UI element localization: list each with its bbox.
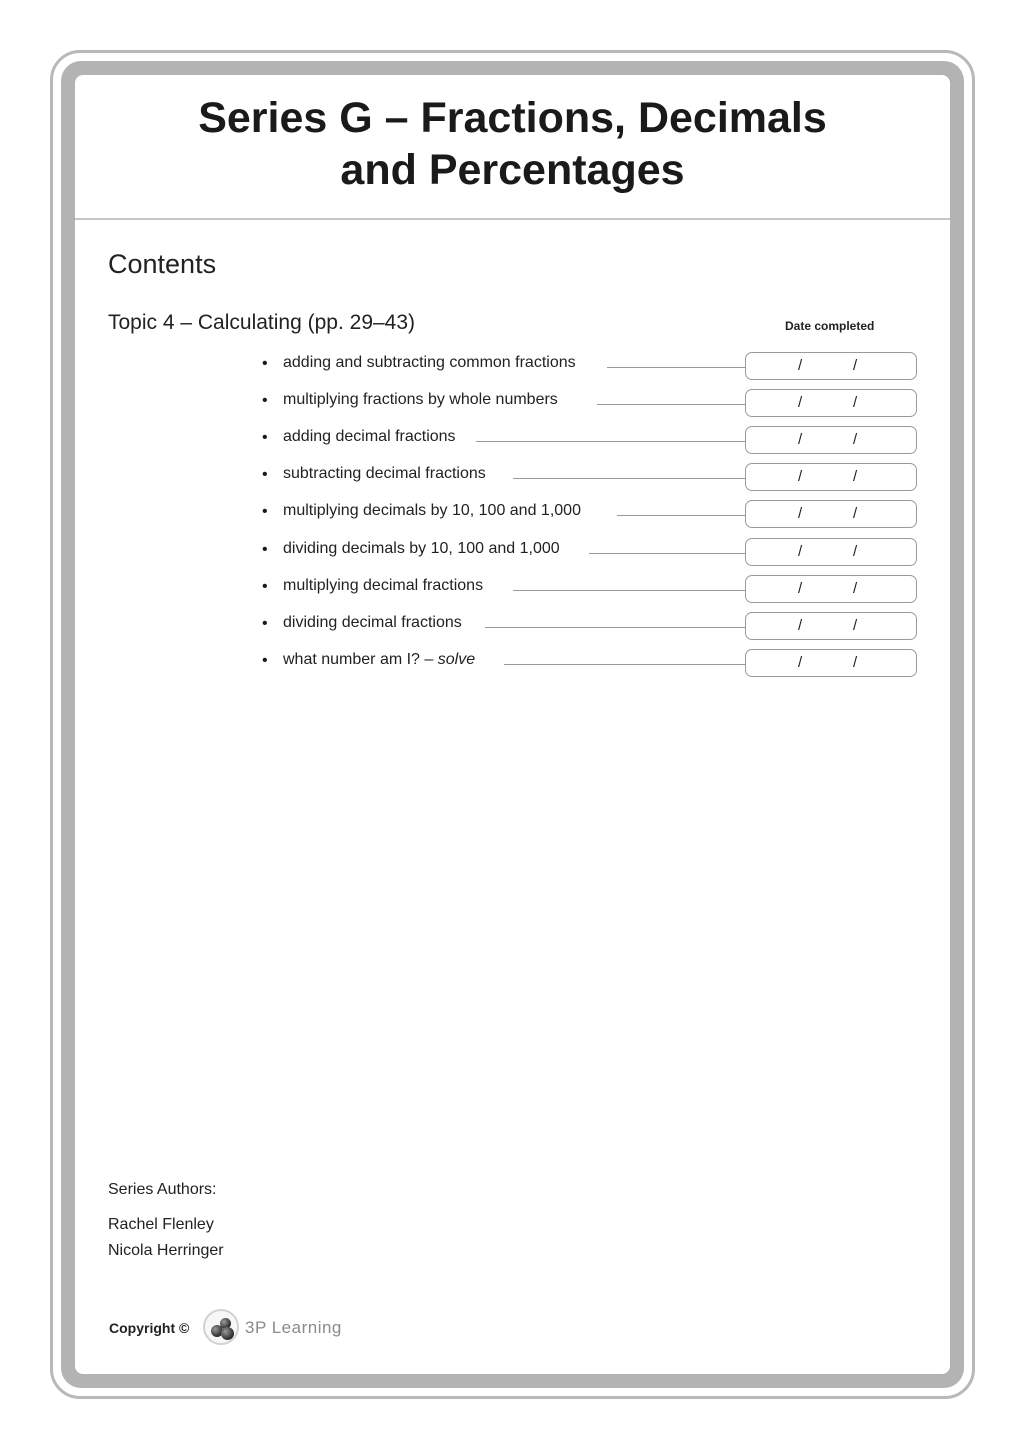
author-name: Rachel Flenley: [108, 1216, 214, 1233]
author-name: Nicola Herringer: [108, 1242, 224, 1259]
item-label: multiplying fractions by whole numbers: [283, 391, 558, 408]
date-completed-field[interactable]: / /: [745, 649, 917, 677]
date-completed-heading: Date completed: [785, 319, 875, 333]
contents-item: [262, 352, 922, 382]
item-label: adding and subtracting common fractions: [283, 354, 576, 371]
leader-line: [607, 367, 745, 368]
item-label: dividing decimal fractions: [283, 614, 462, 631]
item-label: adding decimal fractions: [283, 428, 456, 445]
page-title: [75, 92, 950, 196]
bullet: •: [262, 652, 268, 669]
copyright-text: Copyright ©: [109, 1320, 190, 1336]
item-label: multiplying decimals by 10, 100 and 1,000: [283, 502, 581, 519]
contents-item: [262, 500, 922, 530]
bullet: •: [262, 578, 268, 595]
leader-line: [617, 515, 745, 516]
item-label: dividing decimals by 10, 100 and 1,000: [283, 540, 560, 557]
3p-learning-logo-icon: [203, 1309, 239, 1345]
page-title-line-1: Series G – Fractions, Decimals: [198, 94, 827, 142]
title-divider: [75, 218, 950, 220]
contents-item: [262, 612, 922, 642]
bullet: •: [262, 355, 268, 372]
date-completed-field[interactable]: / /: [745, 538, 917, 566]
contents-item: [262, 463, 922, 493]
leader-line: [589, 553, 745, 554]
authors-label: Series Authors:: [108, 1181, 217, 1198]
page-title-line-2: and Percentages: [340, 146, 685, 194]
date-completed-field[interactable]: / /: [745, 463, 917, 491]
date-completed-field[interactable]: / /: [745, 426, 917, 454]
contents-heading: Contents: [108, 249, 217, 279]
bullet: •: [262, 466, 268, 483]
leader-line: [597, 404, 745, 405]
date-completed-field[interactable]: / /: [745, 500, 917, 528]
leader-line: [485, 627, 745, 628]
bullet: •: [262, 503, 268, 520]
contents-item: [262, 575, 922, 605]
item-label: multiplying decimal fractions: [283, 577, 484, 594]
leader-line: [513, 590, 745, 591]
contents-item: [262, 389, 922, 419]
item-label: what number am I? – solve: [283, 651, 476, 668]
contents-item: [262, 649, 922, 679]
bullet: •: [262, 392, 268, 409]
date-completed-field[interactable]: / /: [745, 575, 917, 603]
bullet: •: [262, 541, 268, 558]
bullet: •: [262, 429, 268, 446]
leader-line: [504, 664, 745, 665]
item-label: subtracting decimal fractions: [283, 465, 486, 482]
date-completed-field[interactable]: / /: [745, 389, 917, 417]
leader-line: [476, 441, 745, 442]
leader-line: [513, 478, 745, 479]
contents-item: [262, 426, 922, 456]
bullet: •: [262, 615, 268, 632]
date-completed-field[interactable]: / /: [745, 352, 917, 380]
brand-name: 3P Learning: [245, 1318, 342, 1337]
date-completed-field[interactable]: / /: [745, 612, 917, 640]
topic-heading: Topic 4 – Calculating (pp. 29–43): [108, 311, 416, 334]
contents-item: [262, 538, 922, 568]
